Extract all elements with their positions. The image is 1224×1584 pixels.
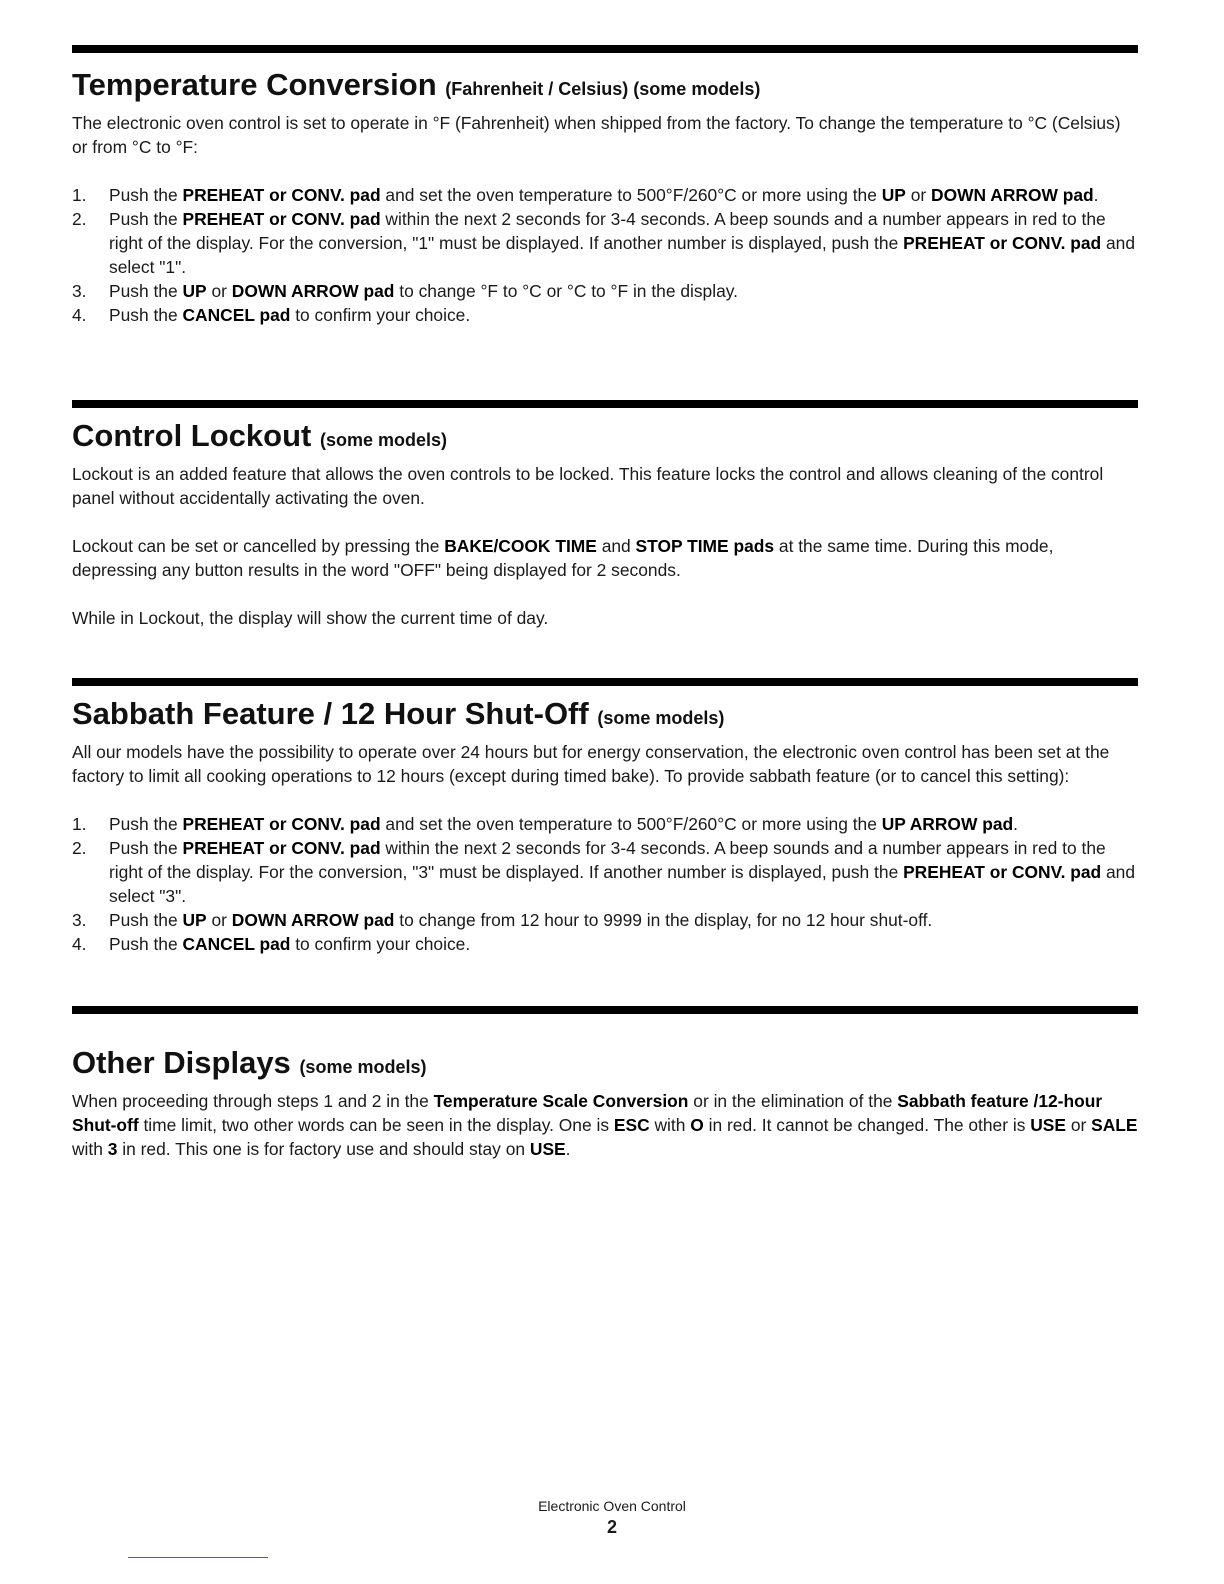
intro-paragraph: The electronic oven control is set to operate in °F (Fahrenheit) when shipped from the factory. To change the temperature to °C (Celsius) or from °C to °F:: [72, 113, 1121, 157]
steps-list: [72, 183, 1138, 327]
section-divider: [72, 1006, 1138, 1014]
list-item: 4. Push the CANCEL pad to confirm your choice.: [72, 305, 471, 325]
section-divider: [72, 400, 1138, 408]
paragraph: Lockout can be set or cancelled by pressing the BAKE/COOK TIME and STOP TIME pads at the same time. During this mode, depressing any button results in the word "OFF" being displayed for 2 seconds.: [72, 536, 1054, 580]
section-title: Sabbath Feature / 12 Hour Shut-Off (some models): [72, 696, 725, 731]
list-item: 2. Push the PREHEAT or CONV. pad within the next 2 seconds for 3-4 seconds. A beep sounds and a number appears in red to the right of the display. For the conversion, "3" must be displayed. If another number is displayed, push the PREHEAT or CONV. pad and select "3".: [72, 838, 1136, 906]
section-sabbath-feature: [72, 695, 1138, 956]
section-temperature-conversion: [72, 66, 1138, 327]
paragraph: When proceeding through steps 1 and 2 in the Temperature Scale Conversion or in the elimination of the Sabbath feature /12-hour Shut-off time limit, two other words can be seen in the display. One is ESC with O in red. It cannot be changed. The other is USE or SALE with 3 in red. This one is for factory use and should stay on USE.: [72, 1091, 1138, 1159]
section-divider: [72, 678, 1138, 686]
section-other-displays: [72, 1044, 1138, 1161]
intro-paragraph: All our models have the possibility to operate over 24 hours but for energy conservation, the electronic oven control has been set at the factory to limit all cooking operations to 12 hours (except during timed bake). To provide sabbath feature (or to cancel this setting):: [72, 742, 1110, 786]
list-item: 1. Push the PREHEAT or CONV. pad and set the oven temperature to 500°F/260°C or more using the UP or DOWN ARROW pad.: [72, 185, 1099, 205]
section-title: Control Lockout (some models): [72, 418, 448, 453]
list-item: 4. Push the CANCEL pad to confirm your choice.: [72, 934, 471, 954]
section-title: Other Displays (some models): [72, 1045, 427, 1080]
steps-list: [72, 812, 1138, 956]
section-title: Temperature Conversion (Fahrenheit / Celsius) (some models): [72, 67, 761, 102]
paragraph: While in Lockout, the display will show the current time of day.: [72, 608, 549, 628]
footer-label: Electronic Oven Control: [538, 1498, 686, 1514]
page-number: 2: [606, 1517, 617, 1537]
list-item: 3. Push the UP or DOWN ARROW pad to change °F to °C or °C to °F in the display.: [72, 281, 738, 301]
list-item: 1. Push the PREHEAT or CONV. pad and set the oven temperature to 500°F/260°C or more using the UP ARROW pad.: [72, 814, 1018, 834]
list-item: 3. Push the UP or DOWN ARROW pad to change from 12 hour to 9999 in the display, for no 12 hour shut-off.: [72, 910, 933, 930]
footer-link-underline: [128, 1557, 268, 1558]
paragraph: Lockout is an added feature that allows the oven controls to be locked. This feature locks the control and allows cleaning of the control panel without accidentally activating the oven.: [72, 464, 1104, 508]
section-control-lockout: [72, 417, 1138, 630]
section-divider: [72, 45, 1138, 53]
list-item: 2. Push the PREHEAT or CONV. pad within the next 2 seconds for 3-4 seconds. A beep sounds and a number appears in red to the right of the display. For the conversion, "1" must be displayed. If another number is displayed, push the PREHEAT or CONV. pad and select "1".: [72, 209, 1136, 277]
